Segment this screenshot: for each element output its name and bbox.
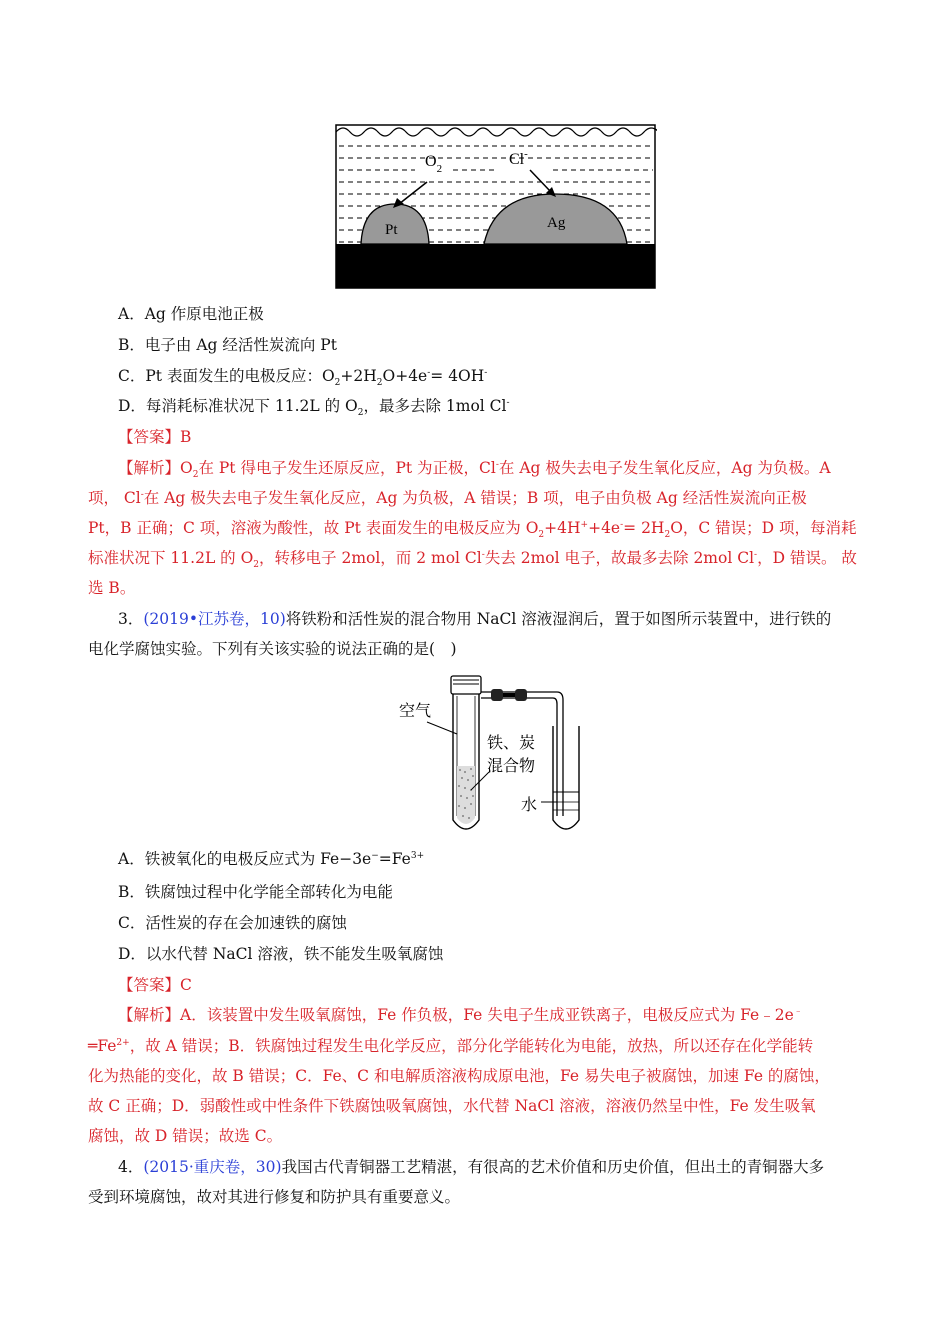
o2-label: $O_2$ <box>425 153 443 175</box>
q3-option-d: D．以水代替 NaCl 溶液，铁不能发生吸氧腐蚀 <box>118 945 444 963</box>
q4-source: (2015·重庆卷，30) <box>143 1158 282 1176</box>
q3-answer: 【答案】C <box>118 976 192 994</box>
q2-option-a: A．Ag 作原电池正极 <box>118 305 264 323</box>
q3-explanation-line-4: 故 C 正确；D．弱酸性或中性条件下铁腐蚀吸氧腐蚀，水代替 NaCl 溶液，溶液仍然呈中性，Fe 发生吸氧 <box>88 1097 816 1115</box>
q3-option-c: C．活性炭的存在会加速铁的腐蚀 <box>118 914 347 932</box>
pt-label: Pt <box>385 222 398 238</box>
air-label: 空气 <box>399 701 432 720</box>
mixture-label-2: 混合物 <box>487 756 536 775</box>
q2-option-d: D．每消耗标准状况下 11.2L 的 $O_2$，最多去除 1mol Cl- <box>118 397 510 419</box>
q2-explanation-line-5: 选 B。 <box>88 579 136 597</box>
q3-explanation-line-1: 【解析】A．该装置中发生吸氧腐蚀，Fe 作负极，Fe 失电子生成亚铁离子，电极反应式为 Fe﹣2e﹣ <box>118 1006 803 1024</box>
q3-explanation-line-2: $═Fe^{2+}$，故 A 错误；B．铁腐蚀过程发生电化学反应，部分化学能转化为电能，放热，所以还存在化学能转 <box>88 1037 814 1055</box>
q2-option-b: B．电子由 Ag 经活性炭流向 Pt <box>118 336 337 354</box>
q2-option-c: C．Pt 表面发生的电极反应：$O_2+2H_2O+4e^-= 4OH^-$ <box>118 367 488 389</box>
q2-explanation-line-3: Pt，B 正确；C 项，溶液为酸性，故 Pt 表面发生的电极反应为 $O_2+4H^++4e^-= 2H_2O$，C 错误；D 项，每消耗 <box>88 519 857 541</box>
corrosion-apparatus-diagram <box>395 670 595 840</box>
q3-explanation-line-3: 化为热能的变化，故 B 错误；C．Fe、C 和电解质溶液构成原电池，Fe 易失电子被腐蚀，加速 Fe 的腐蚀， <box>88 1067 830 1085</box>
q3-option-b: B．铁腐蚀过程中化学能全部转化为电能 <box>118 883 393 901</box>
iron-carbon-mixture <box>457 766 475 824</box>
q4-stem-line-2: 受到环境腐蚀，故对其进行修复和防护具有重要意义。 <box>88 1188 461 1206</box>
tube-clamp-1 <box>491 689 503 701</box>
q2-explanation-line-4: 标准状况下 11.2L 的 $O_2$，转移电子 2mol，而 2 mol Cl-失去 2mol 电子，故最多去除 2mol Cl-，D 错误。 故 <box>88 549 857 571</box>
corrosion-diagram <box>335 124 657 290</box>
q2-explanation-line-2: 项， Cl-在 Ag 极失去电子发生氧化反应，Ag 为负极，A 错误；B 项，电子由负极 Ag 经活性炭流向正极 <box>88 489 807 507</box>
mixture-label-1: 铁、炭 <box>487 733 536 752</box>
q3-option-a: A．铁被氧化的电极反应式为 $Fe-3e^-=Fe^{3+}$ <box>118 850 425 868</box>
cl-label: Cl- <box>509 148 528 168</box>
tube-clamp-2 <box>515 689 527 701</box>
ag-label: Ag <box>547 215 566 231</box>
q4-stem-line-1: 4．(2015·重庆卷，30)我国古代青铜器工艺精湛，有很高的艺术价值和历史价值，但出土的青铜器大多 <box>118 1158 825 1176</box>
water-label: 水 <box>521 795 538 814</box>
q3-stem-line-1: 3．(2019•江苏卷，10)将铁粉和活性炭的混合物用 NaCl 溶液湿润后，置于如图所示装置中，进行铁的 <box>118 610 832 628</box>
stopper <box>451 676 481 694</box>
q3-source: (2019•江苏卷，10) <box>143 610 286 628</box>
q3-explanation-line-5: 腐蚀，故 D 错误；故选 C。 <box>88 1127 283 1145</box>
q3-stem-line-2: 电化学腐蚀实验。下列有关该实验的说法正确的是( ) <box>88 640 457 658</box>
q2-answer: 【答案】B <box>118 428 192 446</box>
solid-base <box>336 244 655 288</box>
q2-explanation-line-1: 【解析】$O_2$在 Pt 得电子发生还原反应，Pt 为正极，Cl-在 Ag 极失去电子发生氧化反应，Ag 为负极。A <box>118 459 831 481</box>
